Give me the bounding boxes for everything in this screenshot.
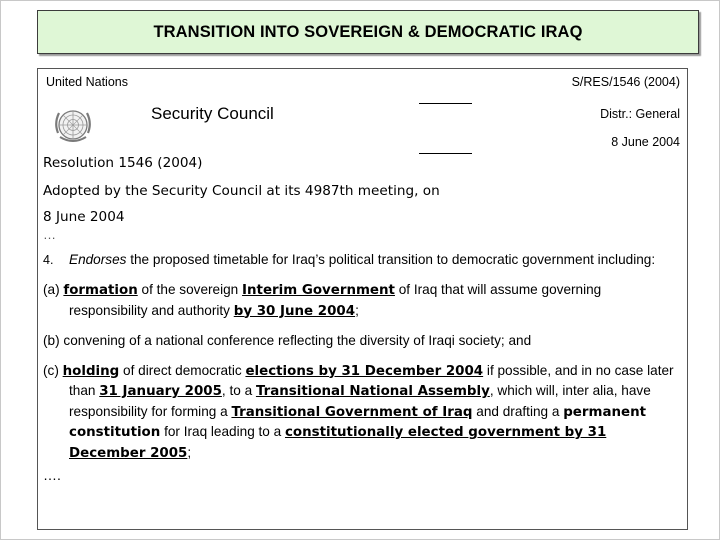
un-emblem-icon bbox=[50, 103, 96, 149]
subparagraph-a bbox=[43, 280, 683, 321]
text-run: of direct democratic bbox=[119, 362, 246, 378]
header-rule-top bbox=[419, 103, 472, 104]
bold-term: elections by 31 December 2004 bbox=[245, 363, 484, 379]
bold-term: constitutionally elected government by 31 December 2005 bbox=[69, 425, 607, 461]
header-rule-bottom bbox=[419, 153, 472, 154]
resolution-document bbox=[37, 68, 688, 530]
bold-term: permanent constitution bbox=[69, 404, 647, 440]
endorses-verb: Endorses bbox=[69, 252, 127, 267]
paragraph-number: 4. bbox=[43, 253, 54, 267]
text-run: ; bbox=[187, 444, 192, 460]
bold-term: Transitional National Assembly bbox=[255, 384, 490, 399]
text-run: for Iraq leading to a bbox=[160, 424, 285, 439]
document-header bbox=[38, 69, 687, 154]
text-run: and drafting a bbox=[472, 403, 564, 419]
text-run: , which will, inter alia, have responsibility for forming a bbox=[69, 383, 651, 419]
bold-term: holding bbox=[62, 363, 120, 379]
text-run: , to a bbox=[221, 383, 256, 398]
slide-title-box bbox=[37, 10, 699, 54]
operative-paragraph-4 bbox=[43, 250, 683, 270]
text-run: if possible, and in no case later than bbox=[69, 362, 674, 398]
document-symbol: S/RES/1546 (2004) bbox=[571, 75, 680, 89]
end-ellipsis: …. bbox=[43, 467, 61, 483]
text-run: of Iraq that will assume governing responsibility and authority bbox=[69, 282, 602, 318]
subparagraph-c bbox=[43, 361, 683, 464]
text-run: (a) bbox=[43, 282, 64, 297]
subparagraph-b: (b) convening of a national conference reflecting the diversity of Iraqi society; and bbox=[43, 333, 532, 348]
slide-title: TRANSITION INTO SOVEREIGN & DEMOCRATIC IRAQ bbox=[153, 22, 583, 41]
bold-term: Interim Government bbox=[242, 283, 395, 298]
resolution-title: Resolution 1546 (2004) bbox=[43, 155, 203, 171]
text-run: of the sovereign bbox=[137, 282, 243, 297]
bold-term: 31 January 2005 bbox=[99, 384, 222, 399]
paragraph-4-text bbox=[69, 250, 683, 270]
adopted-line: Adopted by the Security Council at its 4987th meeting, on bbox=[43, 183, 440, 199]
adopted-date: 8 June 2004 bbox=[43, 209, 125, 225]
bold-term: formation bbox=[63, 283, 138, 298]
document-body bbox=[43, 155, 683, 483]
ellipsis: … bbox=[43, 227, 56, 242]
text-run: ; bbox=[355, 302, 359, 318]
paragraph-4-rest: the proposed timetable for Iraq’s political transition to democratic government including: bbox=[126, 252, 656, 267]
document-date: 8 June 2004 bbox=[611, 135, 680, 149]
text-run: (c) bbox=[43, 362, 63, 378]
council-name: Security Council bbox=[151, 104, 274, 123]
distribution-label: Distr.: General bbox=[600, 107, 680, 121]
bold-term: by 30 June 2004 bbox=[233, 303, 356, 319]
org-name: United Nations bbox=[46, 75, 128, 89]
bold-term: Transitional Government of Iraq bbox=[231, 404, 473, 420]
